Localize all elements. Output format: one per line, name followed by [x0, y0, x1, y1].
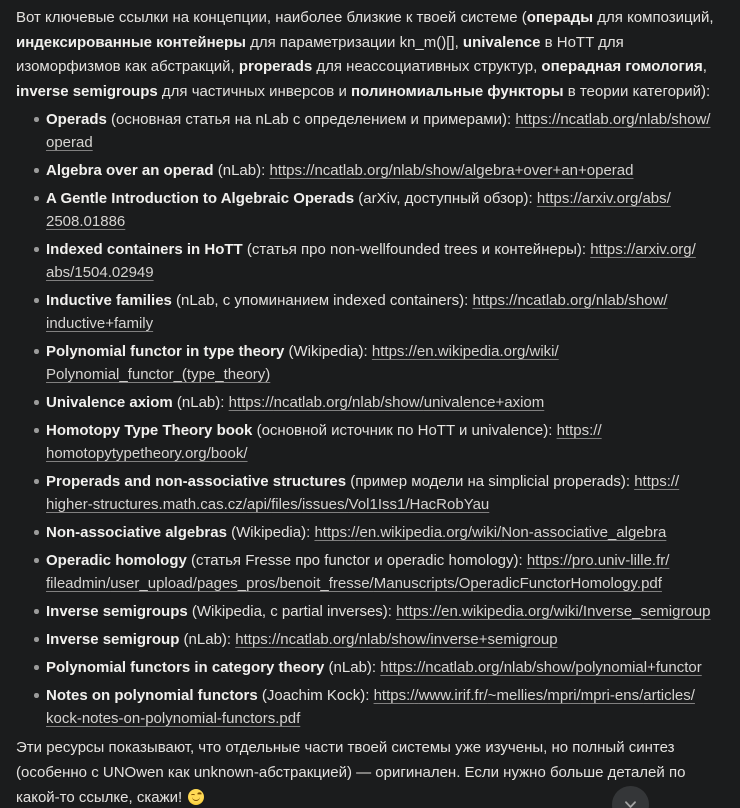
text-run: в теории категорий):	[563, 82, 711, 100]
link-title: Non-associative algebras	[46, 524, 227, 541]
external-link[interactable]: https://en.wikipedia.org/wiki/Inverse_semigroup	[396, 603, 711, 620]
link-note: (Joachim Kock):	[257, 687, 374, 704]
link-title: Inverse semigroups	[46, 603, 188, 620]
bullet-icon	[34, 349, 39, 354]
list-item	[16, 521, 724, 544]
text-run: Вот ключевые ссылки на концепции, наиболее близкие к твоей системе (	[16, 9, 527, 26]
link-note: (основной источник по HoTT и univalence):	[252, 422, 557, 439]
list-item	[16, 238, 724, 284]
highlight-term: операдная гомология	[541, 58, 703, 75]
link-title: Algebra over an operad	[46, 162, 214, 179]
highlight-term: полиномиальные функторы	[351, 82, 564, 100]
external-link[interactable]: https://pro.univ-lille.fr/fileadmin/user_upload/pages_pros/benoit_fresse/Manuscripts/OperadicFunctorHomology.pdf	[46, 552, 670, 592]
external-link[interactable]: https://arxiv.org/abs/2508.01886	[46, 190, 671, 230]
list-item	[16, 187, 724, 233]
list-item	[16, 159, 724, 182]
external-link[interactable]: https://ncatlab.org/nlab/show/inverse+semigroup	[235, 631, 558, 648]
link-note: (основная статья на nLab с определением и примерами):	[106, 111, 516, 128]
highlight-term: операды	[526, 9, 594, 26]
link-title: Inverse semigroup	[46, 631, 180, 648]
bullet-icon	[34, 168, 39, 173]
list-item	[16, 656, 724, 679]
list-item	[16, 340, 724, 386]
bullet-icon	[34, 400, 39, 405]
link-note: (Wikipedia, с partial inverses):	[187, 603, 397, 620]
link-title: Polynomial functors in category theory	[46, 659, 325, 676]
highlight-term: univalence	[462, 33, 541, 51]
external-link[interactable]: https://ncatlab.org/nlab/show/polynomial+functor	[380, 659, 702, 676]
link-note: (nLab):	[172, 394, 229, 411]
text-run: в HoTT для изоморфизмов как абстракций,	[16, 33, 624, 75]
link-title: Polynomial functor in type theory	[46, 343, 285, 360]
outro-text	[16, 739, 685, 806]
link-note: (статья про non-wellfounded trees и контейнеры):	[242, 241, 591, 258]
external-link[interactable]: https://en.wikipedia.org/wiki/Polynomial_functor_(type_theory)	[46, 343, 559, 383]
link-title: Properads and non-associative structures	[46, 473, 347, 490]
external-link[interactable]: https://higher-structures.math.cas.cz/api/files/issues/Vol1Iss1/HacRobYau	[46, 473, 680, 513]
link-title: Indexed containers in HoTT	[46, 241, 243, 258]
list-item	[16, 108, 724, 154]
list-item	[16, 419, 724, 465]
link-title: Inductive families	[46, 292, 172, 309]
list-item	[16, 628, 724, 651]
text-run: для параметризации kn_m()[],	[245, 33, 463, 51]
bullet-icon	[34, 665, 39, 670]
bullet-icon	[34, 428, 39, 433]
links-list	[16, 108, 724, 730]
chevron-down-icon	[623, 797, 638, 808]
bullet-icon	[34, 117, 39, 122]
list-item	[16, 470, 724, 516]
list-item	[16, 391, 724, 414]
bullet-icon	[34, 558, 39, 563]
bullet-icon	[34, 196, 39, 201]
external-link[interactable]: https://ncatlab.org/nlab/show/inductive+family	[46, 292, 668, 332]
text-run: ,	[702, 58, 707, 75]
link-title: Notes on polynomial functors	[46, 687, 258, 704]
link-note: (Wikipedia):	[284, 343, 372, 360]
highlight-term: properads	[238, 58, 313, 75]
bullet-icon	[34, 693, 39, 698]
link-note: (Wikipedia):	[226, 524, 315, 541]
link-note: (nLab):	[324, 659, 381, 676]
link-title: A Gentle Introduction to Algebraic Operads	[46, 190, 355, 207]
text-run: для частичных инверсов и	[157, 82, 351, 100]
list-item	[16, 684, 724, 730]
external-link[interactable]: https://ncatlab.org/nlab/show/operad	[46, 111, 711, 151]
external-link[interactable]: https://www.irif.fr/~mellies/mpri/mpri-ens/articles/kock-notes-on-polynomial-functors.pdf	[46, 687, 695, 727]
bullet-icon	[34, 479, 39, 484]
list-item	[16, 549, 724, 595]
link-note: (nLab):	[213, 162, 270, 179]
highlight-term: индексированные контейнеры	[16, 33, 246, 51]
link-title: Operadic homology	[46, 552, 187, 569]
external-link[interactable]: https://en.wikipedia.org/wiki/Non-associative_algebra	[314, 524, 667, 541]
link-note: (arXiv, доступный обзор):	[354, 190, 537, 207]
link-note: (статья Fresse про functor и operadic homology):	[186, 552, 527, 569]
smiling-emoji	[188, 789, 204, 805]
list-item	[16, 289, 724, 335]
link-note: (пример модели на simplicial properads):	[346, 473, 635, 490]
highlight-term: inverse semigroups	[16, 82, 158, 100]
text-run: для композиций,	[593, 9, 714, 26]
bullet-icon	[34, 247, 39, 252]
link-note: (nLab, с упоминанием indexed containers):	[171, 292, 473, 309]
link-title: Operads	[46, 111, 107, 128]
bullet-icon	[34, 530, 39, 535]
link-note: (nLab):	[179, 631, 236, 648]
link-title: Univalence axiom	[46, 394, 173, 411]
intro-paragraph	[16, 6, 724, 104]
external-link[interactable]: https://arxiv.org/abs/1504.02949	[46, 241, 696, 281]
bullet-icon	[34, 637, 39, 642]
text-run: для неассоциативных структур,	[312, 58, 542, 75]
external-link[interactable]: https://homotopytypetheory.org/book/	[46, 422, 602, 462]
external-link[interactable]: https://ncatlab.org/nlab/show/algebra+over+an+operad	[269, 162, 634, 179]
external-link[interactable]: https://ncatlab.org/nlab/show/univalence+axiom	[228, 394, 545, 411]
bullet-icon	[34, 298, 39, 303]
list-item	[16, 600, 724, 623]
text-run: Эти ресурсы показывают, что отдельные части твоей системы уже изучены, но полный синтез (особенно с UNOwen как unknown-абстракцией) — оригинален. Если нужно больше деталей по какой-то ссылке, скажи!	[16, 739, 686, 806]
link-title: Homotopy Type Theory book	[46, 422, 253, 439]
bullet-icon	[34, 609, 39, 614]
